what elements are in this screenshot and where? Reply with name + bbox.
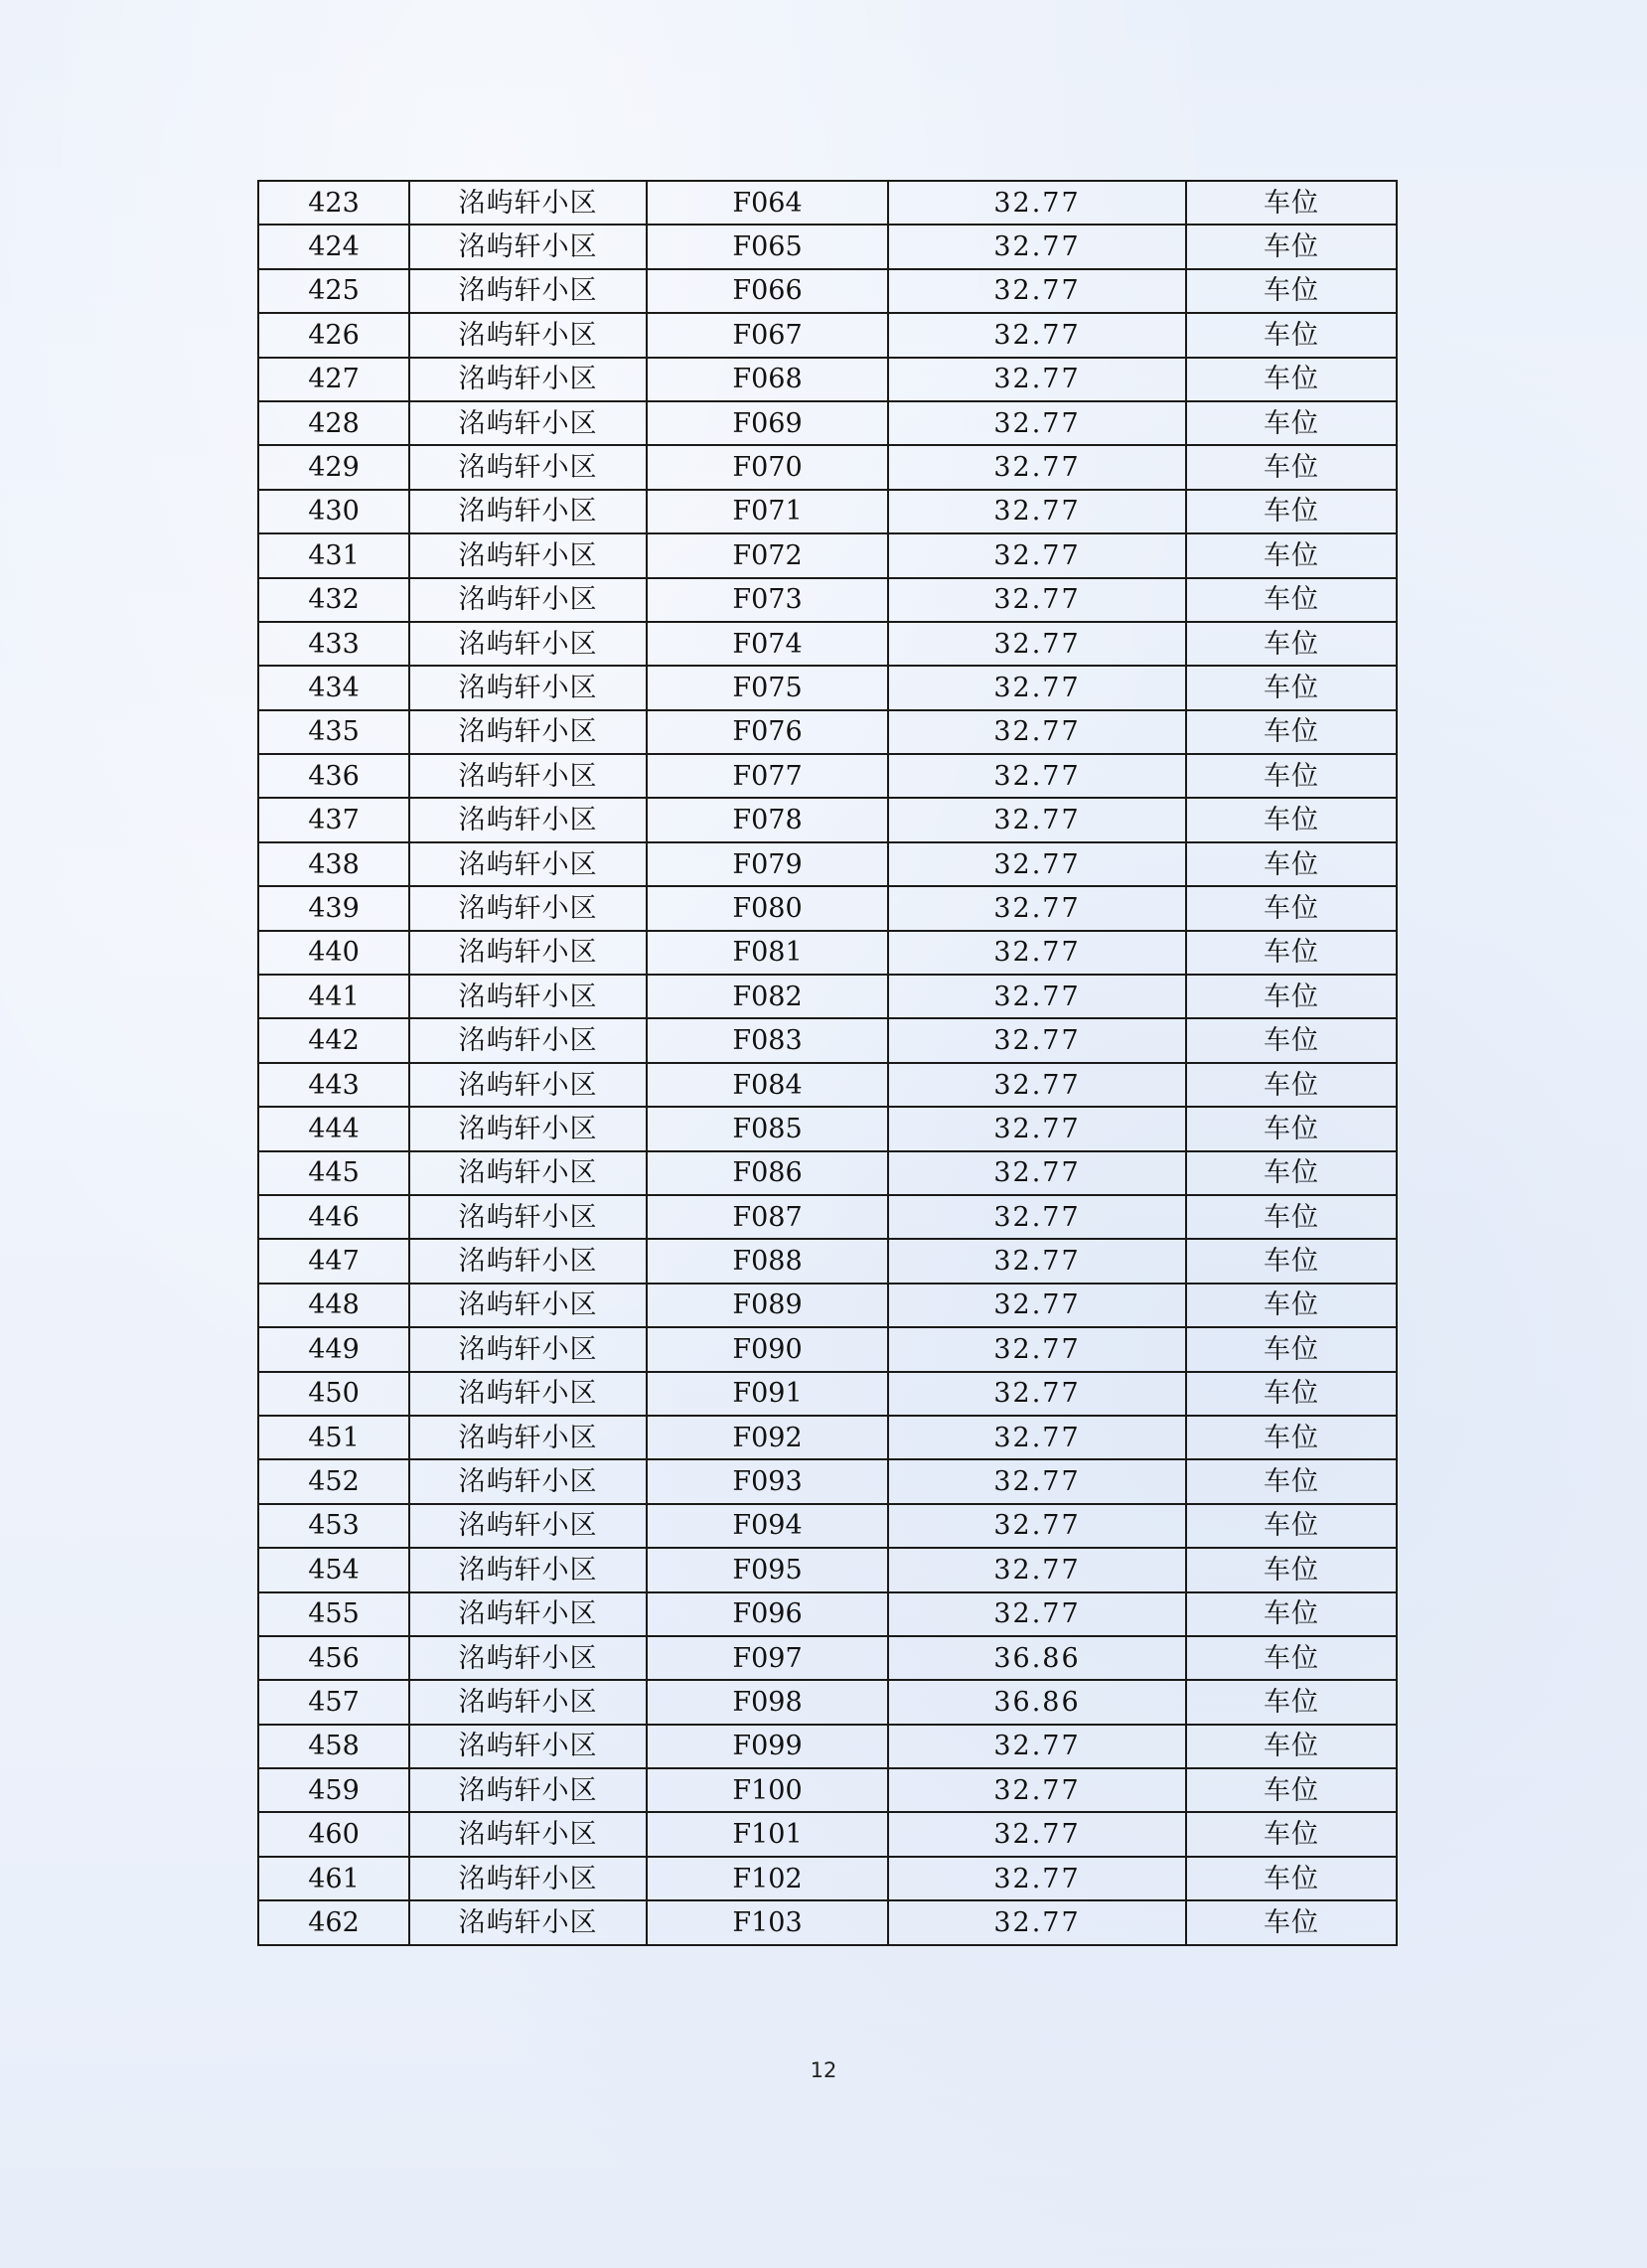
cell-property-type: 车位 bbox=[1186, 1107, 1397, 1150]
cell-community-name: 洺屿轩小区 bbox=[409, 886, 647, 930]
cell-property-type: 车位 bbox=[1186, 622, 1397, 666]
table-row bbox=[258, 975, 1397, 1018]
cell-community-name: 洺屿轩小区 bbox=[409, 666, 647, 709]
cell-area: 32.77 bbox=[888, 1372, 1186, 1416]
table-row bbox=[258, 269, 1397, 313]
table-row bbox=[258, 1857, 1397, 1900]
cell-property-type: 车位 bbox=[1186, 1900, 1397, 1944]
table-row bbox=[258, 1680, 1397, 1724]
cell-space-code: F076 bbox=[647, 710, 888, 754]
cell-community-name: 洺屿轩小区 bbox=[409, 313, 647, 357]
cell-serial-number: 442 bbox=[258, 1018, 409, 1062]
cell-area: 32.77 bbox=[888, 490, 1186, 533]
cell-space-code: F064 bbox=[647, 181, 888, 225]
cell-property-type: 车位 bbox=[1186, 1548, 1397, 1591]
table-row bbox=[258, 1768, 1397, 1812]
cell-space-code: F102 bbox=[647, 1857, 888, 1900]
table-row bbox=[258, 886, 1397, 930]
cell-area: 32.77 bbox=[888, 622, 1186, 666]
cell-serial-number: 455 bbox=[258, 1592, 409, 1636]
table-row bbox=[258, 1327, 1397, 1371]
cell-property-type: 车位 bbox=[1186, 1416, 1397, 1459]
cell-serial-number: 432 bbox=[258, 578, 409, 622]
cell-serial-number: 457 bbox=[258, 1680, 409, 1724]
cell-space-code: F073 bbox=[647, 578, 888, 622]
table-row bbox=[258, 1504, 1397, 1548]
cell-space-code: F072 bbox=[647, 533, 888, 577]
cell-area: 32.77 bbox=[888, 1768, 1186, 1812]
cell-serial-number: 454 bbox=[258, 1548, 409, 1591]
cell-area: 32.77 bbox=[888, 1900, 1186, 1944]
table-row bbox=[258, 1239, 1397, 1283]
cell-serial-number: 439 bbox=[258, 886, 409, 930]
cell-property-type: 车位 bbox=[1186, 710, 1397, 754]
cell-area: 32.77 bbox=[888, 975, 1186, 1018]
cell-community-name: 洺屿轩小区 bbox=[409, 754, 647, 798]
cell-community-name: 洺屿轩小区 bbox=[409, 533, 647, 577]
cell-serial-number: 443 bbox=[258, 1063, 409, 1107]
table-row bbox=[258, 1812, 1397, 1856]
cell-serial-number: 424 bbox=[258, 225, 409, 268]
cell-property-type: 车位 bbox=[1186, 1195, 1397, 1239]
cell-area: 32.77 bbox=[888, 886, 1186, 930]
cell-serial-number: 449 bbox=[258, 1327, 409, 1371]
cell-property-type: 车位 bbox=[1186, 1636, 1397, 1680]
cell-serial-number: 461 bbox=[258, 1857, 409, 1900]
cell-property-type: 车位 bbox=[1186, 1372, 1397, 1416]
cell-area: 32.77 bbox=[888, 358, 1186, 401]
table-row bbox=[258, 445, 1397, 489]
cell-area: 36.86 bbox=[888, 1680, 1186, 1724]
cell-community-name: 洺屿轩小区 bbox=[409, 842, 647, 886]
cell-property-type: 车位 bbox=[1186, 975, 1397, 1018]
cell-area: 32.77 bbox=[888, 225, 1186, 268]
cell-community-name: 洺屿轩小区 bbox=[409, 1636, 647, 1680]
cell-community-name: 洺屿轩小区 bbox=[409, 622, 647, 666]
cell-area: 32.77 bbox=[888, 1592, 1186, 1636]
cell-property-type: 车位 bbox=[1186, 754, 1397, 798]
cell-serial-number: 462 bbox=[258, 1900, 409, 1944]
cell-space-code: F086 bbox=[647, 1151, 888, 1195]
cell-space-code: F087 bbox=[647, 1195, 888, 1239]
cell-area: 32.77 bbox=[888, 1504, 1186, 1548]
cell-space-code: F069 bbox=[647, 401, 888, 445]
cell-community-name: 洺屿轩小区 bbox=[409, 1327, 647, 1371]
table-row bbox=[258, 1284, 1397, 1327]
cell-area: 32.77 bbox=[888, 1239, 1186, 1283]
cell-property-type: 车位 bbox=[1186, 842, 1397, 886]
cell-area: 32.77 bbox=[888, 1327, 1186, 1371]
cell-serial-number: 453 bbox=[258, 1504, 409, 1548]
table-row bbox=[258, 1459, 1397, 1503]
cell-community-name: 洺屿轩小区 bbox=[409, 445, 647, 489]
cell-serial-number: 446 bbox=[258, 1195, 409, 1239]
cell-community-name: 洺屿轩小区 bbox=[409, 1284, 647, 1327]
table-row bbox=[258, 754, 1397, 798]
table-row bbox=[258, 1636, 1397, 1680]
table-row bbox=[258, 401, 1397, 445]
cell-space-code: F085 bbox=[647, 1107, 888, 1150]
cell-community-name: 洺屿轩小区 bbox=[409, 1063, 647, 1107]
cell-property-type: 车位 bbox=[1186, 490, 1397, 533]
cell-community-name: 洺屿轩小区 bbox=[409, 1151, 647, 1195]
cell-community-name: 洺屿轩小区 bbox=[409, 1459, 647, 1503]
cell-community-name: 洺屿轩小区 bbox=[409, 798, 647, 841]
table-row bbox=[258, 358, 1397, 401]
cell-serial-number: 450 bbox=[258, 1372, 409, 1416]
cell-serial-number: 445 bbox=[258, 1151, 409, 1195]
cell-space-code: F067 bbox=[647, 313, 888, 357]
cell-area: 32.77 bbox=[888, 1151, 1186, 1195]
cell-space-code: F092 bbox=[647, 1416, 888, 1459]
cell-community-name: 洺屿轩小区 bbox=[409, 269, 647, 313]
cell-property-type: 车位 bbox=[1186, 666, 1397, 709]
cell-area: 32.77 bbox=[888, 181, 1186, 225]
cell-space-code: F074 bbox=[647, 622, 888, 666]
cell-area: 32.77 bbox=[888, 445, 1186, 489]
cell-serial-number: 434 bbox=[258, 666, 409, 709]
cell-property-type: 车位 bbox=[1186, 1284, 1397, 1327]
table-row bbox=[258, 1900, 1397, 1944]
cell-community-name: 洺屿轩小区 bbox=[409, 578, 647, 622]
cell-serial-number: 437 bbox=[258, 798, 409, 841]
cell-area: 32.77 bbox=[888, 578, 1186, 622]
cell-area: 32.77 bbox=[888, 666, 1186, 709]
table-body bbox=[258, 181, 1397, 1945]
cell-community-name: 洺屿轩小区 bbox=[409, 401, 647, 445]
cell-serial-number: 448 bbox=[258, 1284, 409, 1327]
parking-space-table bbox=[257, 180, 1398, 1946]
cell-community-name: 洺屿轩小区 bbox=[409, 1548, 647, 1591]
cell-property-type: 车位 bbox=[1186, 269, 1397, 313]
table-row bbox=[258, 1107, 1397, 1150]
cell-serial-number: 444 bbox=[258, 1107, 409, 1150]
cell-serial-number: 436 bbox=[258, 754, 409, 798]
cell-area: 32.77 bbox=[888, 533, 1186, 577]
cell-community-name: 洺屿轩小区 bbox=[409, 181, 647, 225]
cell-serial-number: 426 bbox=[258, 313, 409, 357]
page-number: 12 bbox=[810, 2058, 837, 2082]
table-row bbox=[258, 622, 1397, 666]
cell-serial-number: 433 bbox=[258, 622, 409, 666]
cell-serial-number: 430 bbox=[258, 490, 409, 533]
cell-property-type: 车位 bbox=[1186, 578, 1397, 622]
table-row bbox=[258, 313, 1397, 357]
cell-property-type: 车位 bbox=[1186, 1857, 1397, 1900]
cell-community-name: 洺屿轩小区 bbox=[409, 1239, 647, 1283]
cell-community-name: 洺屿轩小区 bbox=[409, 1680, 647, 1724]
cell-space-code: F097 bbox=[647, 1636, 888, 1680]
cell-space-code: F079 bbox=[647, 842, 888, 886]
cell-property-type: 车位 bbox=[1186, 1768, 1397, 1812]
table-row bbox=[258, 1592, 1397, 1636]
cell-serial-number: 447 bbox=[258, 1239, 409, 1283]
cell-community-name: 洺屿轩小区 bbox=[409, 1857, 647, 1900]
cell-area: 32.77 bbox=[888, 1725, 1186, 1768]
cell-space-code: F077 bbox=[647, 754, 888, 798]
table-row bbox=[258, 931, 1397, 975]
cell-serial-number: 451 bbox=[258, 1416, 409, 1459]
table-row bbox=[258, 578, 1397, 622]
cell-serial-number: 441 bbox=[258, 975, 409, 1018]
table-row bbox=[258, 1195, 1397, 1239]
cell-community-name: 洺屿轩小区 bbox=[409, 1195, 647, 1239]
table-row bbox=[258, 842, 1397, 886]
cell-area: 32.77 bbox=[888, 754, 1186, 798]
table-row bbox=[258, 1416, 1397, 1459]
cell-space-code: F075 bbox=[647, 666, 888, 709]
cell-community-name: 洺屿轩小区 bbox=[409, 1900, 647, 1944]
cell-space-code: F090 bbox=[647, 1327, 888, 1371]
cell-area: 32.77 bbox=[888, 1459, 1186, 1503]
cell-serial-number: 429 bbox=[258, 445, 409, 489]
cell-serial-number: 452 bbox=[258, 1459, 409, 1503]
cell-space-code: F101 bbox=[647, 1812, 888, 1856]
table-row bbox=[258, 225, 1397, 268]
table-row bbox=[258, 1063, 1397, 1107]
cell-property-type: 车位 bbox=[1186, 886, 1397, 930]
cell-space-code: F083 bbox=[647, 1018, 888, 1062]
cell-property-type: 车位 bbox=[1186, 1151, 1397, 1195]
table-row bbox=[258, 1018, 1397, 1062]
cell-area: 32.77 bbox=[888, 1548, 1186, 1591]
cell-serial-number: 427 bbox=[258, 358, 409, 401]
cell-space-code: F100 bbox=[647, 1768, 888, 1812]
cell-space-code: F089 bbox=[647, 1284, 888, 1327]
cell-serial-number: 428 bbox=[258, 401, 409, 445]
cell-property-type: 车位 bbox=[1186, 533, 1397, 577]
cell-serial-number: 459 bbox=[258, 1768, 409, 1812]
cell-space-code: F065 bbox=[647, 225, 888, 268]
cell-serial-number: 431 bbox=[258, 533, 409, 577]
cell-area: 32.77 bbox=[888, 1018, 1186, 1062]
table-row bbox=[258, 1372, 1397, 1416]
cell-area: 32.77 bbox=[888, 1857, 1186, 1900]
cell-space-code: F099 bbox=[647, 1725, 888, 1768]
cell-property-type: 车位 bbox=[1186, 1239, 1397, 1283]
cell-space-code: F078 bbox=[647, 798, 888, 841]
cell-serial-number: 438 bbox=[258, 842, 409, 886]
cell-area: 32.77 bbox=[888, 842, 1186, 886]
cell-area: 32.77 bbox=[888, 710, 1186, 754]
cell-area: 32.77 bbox=[888, 1812, 1186, 1856]
table-row bbox=[258, 710, 1397, 754]
cell-area: 32.77 bbox=[888, 1416, 1186, 1459]
cell-space-code: F094 bbox=[647, 1504, 888, 1548]
cell-serial-number: 456 bbox=[258, 1636, 409, 1680]
cell-community-name: 洺屿轩小区 bbox=[409, 1725, 647, 1768]
cell-space-code: F093 bbox=[647, 1459, 888, 1503]
cell-area: 32.77 bbox=[888, 1107, 1186, 1150]
cell-community-name: 洺屿轩小区 bbox=[409, 1372, 647, 1416]
cell-property-type: 车位 bbox=[1186, 1459, 1397, 1503]
cell-property-type: 车位 bbox=[1186, 1018, 1397, 1062]
cell-space-code: F068 bbox=[647, 358, 888, 401]
cell-community-name: 洺屿轩小区 bbox=[409, 1018, 647, 1062]
cell-property-type: 车位 bbox=[1186, 931, 1397, 975]
cell-area: 32.77 bbox=[888, 1195, 1186, 1239]
cell-serial-number: 423 bbox=[258, 181, 409, 225]
cell-area: 32.77 bbox=[888, 313, 1186, 357]
cell-space-code: F070 bbox=[647, 445, 888, 489]
cell-space-code: F071 bbox=[647, 490, 888, 533]
cell-property-type: 车位 bbox=[1186, 1063, 1397, 1107]
cell-community-name: 洺屿轩小区 bbox=[409, 931, 647, 975]
table-row bbox=[258, 490, 1397, 533]
cell-area: 36.86 bbox=[888, 1636, 1186, 1680]
cell-property-type: 车位 bbox=[1186, 401, 1397, 445]
cell-property-type: 车位 bbox=[1186, 225, 1397, 268]
cell-community-name: 洺屿轩小区 bbox=[409, 975, 647, 1018]
cell-area: 32.77 bbox=[888, 798, 1186, 841]
cell-space-code: F080 bbox=[647, 886, 888, 930]
cell-space-code: F103 bbox=[647, 1900, 888, 1944]
cell-property-type: 车位 bbox=[1186, 358, 1397, 401]
cell-area: 32.77 bbox=[888, 401, 1186, 445]
cell-community-name: 洺屿轩小区 bbox=[409, 1107, 647, 1150]
cell-space-code: F081 bbox=[647, 931, 888, 975]
cell-property-type: 车位 bbox=[1186, 181, 1397, 225]
table-row bbox=[258, 533, 1397, 577]
cell-community-name: 洺屿轩小区 bbox=[409, 710, 647, 754]
cell-community-name: 洺屿轩小区 bbox=[409, 225, 647, 268]
cell-community-name: 洺屿轩小区 bbox=[409, 1504, 647, 1548]
cell-serial-number: 425 bbox=[258, 269, 409, 313]
cell-space-code: F096 bbox=[647, 1592, 888, 1636]
cell-community-name: 洺屿轩小区 bbox=[409, 1768, 647, 1812]
cell-property-type: 车位 bbox=[1186, 1725, 1397, 1768]
cell-serial-number: 458 bbox=[258, 1725, 409, 1768]
cell-area: 32.77 bbox=[888, 931, 1186, 975]
cell-area: 32.77 bbox=[888, 269, 1186, 313]
cell-property-type: 车位 bbox=[1186, 313, 1397, 357]
cell-property-type: 车位 bbox=[1186, 1680, 1397, 1724]
table-row bbox=[258, 1548, 1397, 1591]
cell-community-name: 洺屿轩小区 bbox=[409, 1812, 647, 1856]
table-row bbox=[258, 1151, 1397, 1195]
cell-property-type: 车位 bbox=[1186, 1592, 1397, 1636]
cell-space-code: F098 bbox=[647, 1680, 888, 1724]
cell-community-name: 洺屿轩小区 bbox=[409, 358, 647, 401]
cell-space-code: F066 bbox=[647, 269, 888, 313]
cell-space-code: F088 bbox=[647, 1239, 888, 1283]
cell-space-code: F095 bbox=[647, 1548, 888, 1591]
table-row bbox=[258, 666, 1397, 709]
cell-area: 32.77 bbox=[888, 1063, 1186, 1107]
table-row bbox=[258, 798, 1397, 841]
cell-property-type: 车位 bbox=[1186, 445, 1397, 489]
cell-space-code: F082 bbox=[647, 975, 888, 1018]
cell-community-name: 洺屿轩小区 bbox=[409, 490, 647, 533]
cell-space-code: F091 bbox=[647, 1372, 888, 1416]
cell-serial-number: 460 bbox=[258, 1812, 409, 1856]
table-row bbox=[258, 181, 1397, 225]
cell-property-type: 车位 bbox=[1186, 1327, 1397, 1371]
cell-serial-number: 440 bbox=[258, 931, 409, 975]
table-row bbox=[258, 1725, 1397, 1768]
cell-community-name: 洺屿轩小区 bbox=[409, 1416, 647, 1459]
cell-property-type: 车位 bbox=[1186, 1504, 1397, 1548]
cell-property-type: 车位 bbox=[1186, 1812, 1397, 1856]
cell-serial-number: 435 bbox=[258, 710, 409, 754]
cell-space-code: F084 bbox=[647, 1063, 888, 1107]
cell-property-type: 车位 bbox=[1186, 798, 1397, 841]
cell-community-name: 洺屿轩小区 bbox=[409, 1592, 647, 1636]
cell-area: 32.77 bbox=[888, 1284, 1186, 1327]
